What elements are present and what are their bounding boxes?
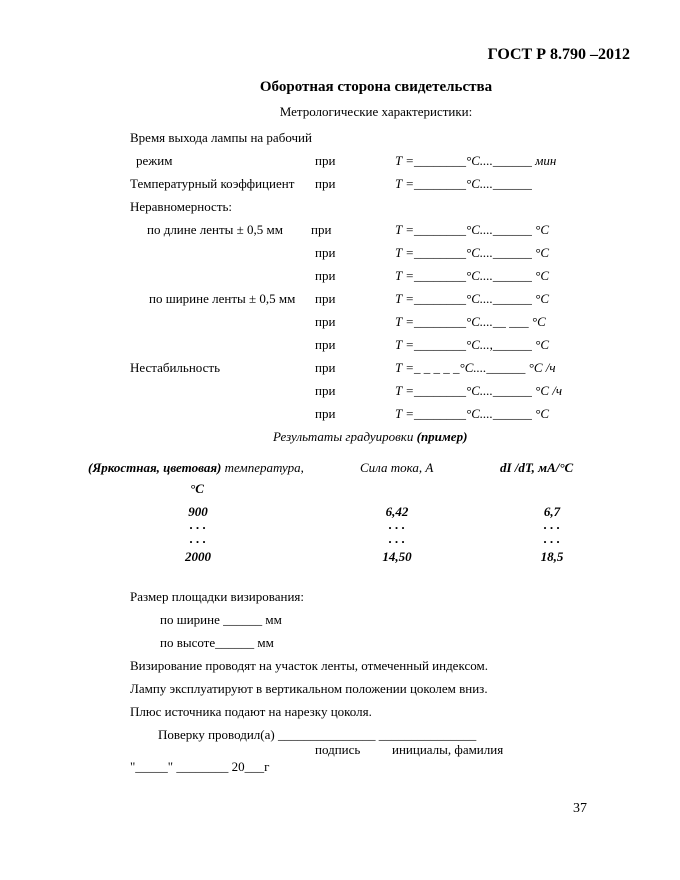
table-cell-current: 14,50 (382, 549, 412, 564)
pri-text: при (315, 268, 336, 283)
formula-row: T =________°C....______ мин (395, 153, 557, 168)
pri-text: при (315, 337, 336, 352)
page-number: 37 (573, 801, 587, 816)
pri-text: при (311, 222, 332, 237)
col-temperature-header-rest: температура, (221, 460, 304, 475)
operation-note: Лампу эксплуатируют в вертикальном положении цоколем вниз. (130, 681, 488, 696)
table-cell-temp: 900 (188, 504, 208, 519)
table-cell-current: . . . (388, 517, 406, 532)
formula-row: T =________°C....______ °C (395, 406, 550, 421)
pri-text: при (315, 314, 336, 329)
col-derivative-header: dI /dT, мА/°C (500, 460, 574, 475)
along-width-label: по ширине ленты ± 0,5 мм (149, 291, 296, 306)
polarity-note: Плюс источника подают на нарезку цоколя. (130, 704, 372, 719)
nonuniformity-label: Неравномерность: (130, 199, 233, 214)
pri-text: при (315, 383, 336, 398)
page-title: Оборотная сторона свидетельства (259, 79, 493, 95)
table-cell-temp: 2000 (185, 549, 211, 564)
along-length-label: по длине ленты ± 0,5 мм (147, 222, 283, 237)
graduation-heading-example: (пример) (416, 429, 468, 444)
sighting-height-line: по высоте______ мм (160, 635, 274, 650)
table-cell-derivative: 6,7 (543, 504, 561, 519)
lamp-exit-label: Время выхода лампы на рабочий (130, 130, 312, 145)
verifier-line: Поверку проводил(а) _______________ _______________ (158, 727, 477, 742)
sighting-note: Визирование проводят на участок ленты, отмеченный индексом. (130, 658, 488, 673)
table-cell-derivative: . . . (543, 531, 561, 546)
metro-heading: Метрологические характеристики: (279, 104, 473, 119)
formula-row: T =________°C....______ °C /ч (395, 383, 563, 398)
col-current-header: Сила тока, А (360, 460, 434, 475)
table-cell-temp: . . . (189, 531, 207, 546)
formula-row: T =_ _ _ _ _°C....______ °C /ч (395, 360, 556, 375)
table-cell-current: . . . (388, 531, 406, 546)
table-cell-current: 6,42 (385, 504, 409, 519)
sighting-area-label: Размер площадки визирования: (130, 589, 304, 604)
formula-row: T =________°C....______ °C (395, 268, 550, 283)
date-line: "_____" ________ 20___г (130, 759, 270, 774)
pri-text: при (315, 360, 336, 375)
pri-text: при (315, 153, 336, 168)
lamp-exit-label-cont: режим (136, 153, 173, 168)
formula-row: T =________°C...,______ °C (395, 337, 550, 352)
graduation-heading (273, 429, 467, 445)
sighting-width-line: по ширине ______ мм (160, 612, 282, 627)
graduation-heading-text: Результаты градуировки (273, 429, 417, 444)
table-cell-derivative: 18,5 (540, 549, 564, 564)
table-cell-temp: . . . (189, 517, 207, 532)
formula-row: T =________°C....______ °C (395, 222, 550, 237)
col-temperature-header-bold: (Яркостная, цветовая) (88, 460, 222, 475)
initials-caption: инициалы, фамилия (392, 742, 504, 757)
col-temperature-header (88, 460, 304, 476)
pri-text: при (315, 245, 336, 260)
pri-text: при (315, 176, 336, 191)
instability-label: Нестабильность (130, 360, 221, 375)
formula-row: T =________°C....______ (395, 176, 532, 191)
standard-header: ГОСТ Р 8.790 –2012 (487, 46, 630, 63)
signature-caption: подпись (315, 742, 361, 757)
formula-row: T =________°C....______ °C (395, 291, 550, 306)
table-cell-derivative: . . . (543, 517, 561, 532)
formula-row: T =________°C....______ °C (395, 245, 550, 260)
formula-row: T =________°C....__ ___ °C (395, 314, 546, 329)
pri-text: при (315, 291, 336, 306)
temp-coef-label: Температурный коэффициент (130, 176, 295, 191)
pri-text: при (315, 406, 336, 421)
col-temperature-unit: °C (190, 481, 204, 496)
